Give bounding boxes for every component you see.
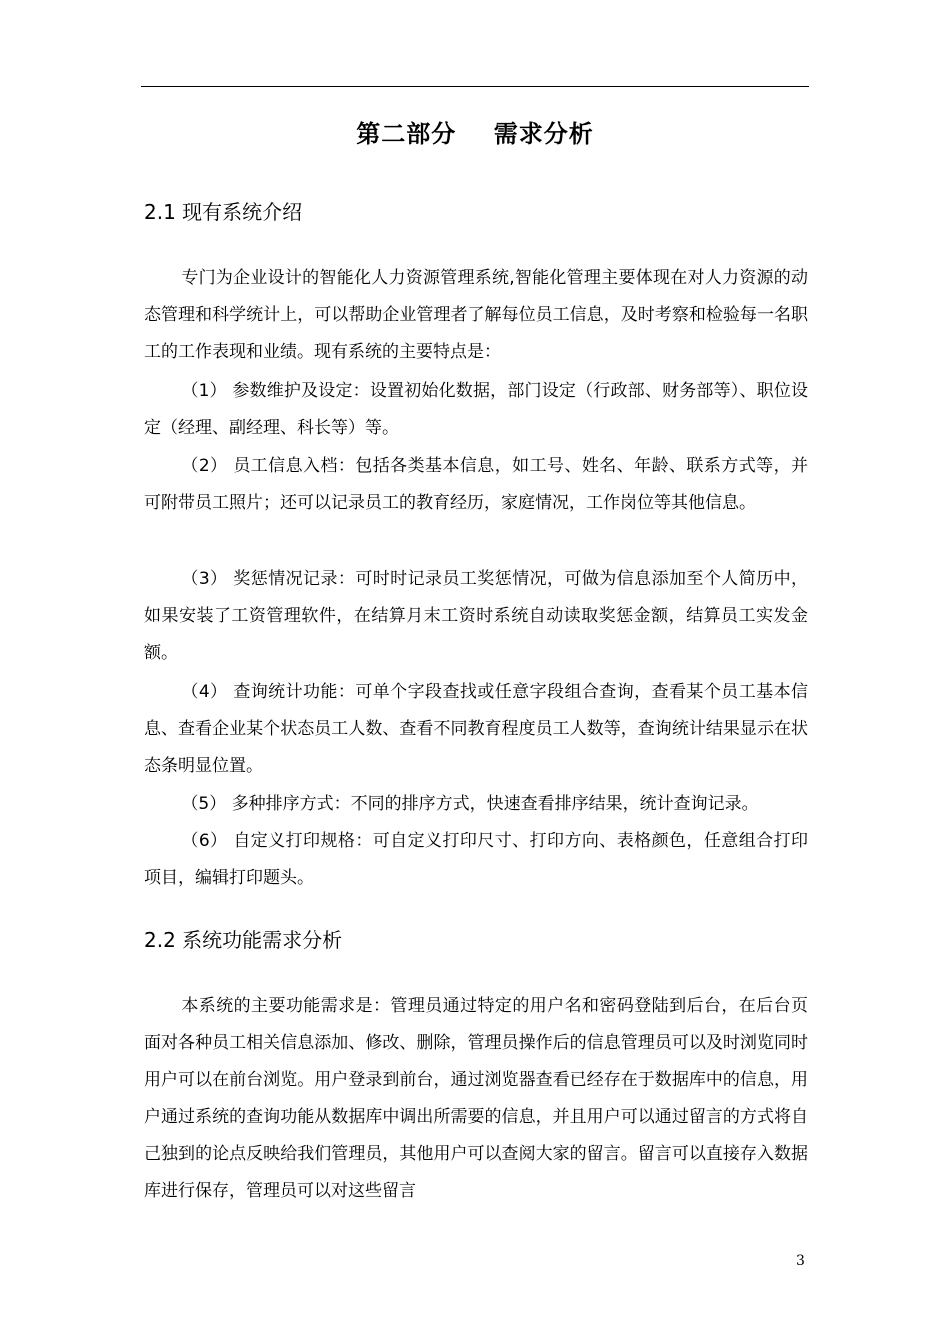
paragraph-requirements: 本系统的主要功能需求是：管理员通过特定的用户名和密码登陆到后台，在后台页面对各种员工相关信息添加、修改、删除，管理员操作后的信息管理员可以及时浏览同时用户可以在前台浏览。用户登录到前台，通过浏览器查看已经存在于数据库中的信息，用户通过系统的查询功能从数据库中调出所需要的信息，并且用户可以通过留言的方式将自己独到的论点反映给我们管理员，其他用户可以查阅大家的留言。留言可以直接存入数据库进行保存，管理员可以对这些留言 — [144, 996, 808, 1201]
section-heading-2-2: 2.2 系统功能需求分析 — [144, 928, 343, 952]
paragraph-feature-2: （2） 员工信息入档：包括各类基本信息，如工号、姓名、年龄、联系方式等，并可附带员工照片；还可以记录员工的教育经历，家庭情况，工作岗位等其他信息。 — [144, 456, 808, 513]
paragraph-feature-1: （1） 参数维护及设定：设置初始化数据，部门设定（行政部、财务部等）、职位设定（经理、副经理、科长等）等。 — [144, 381, 808, 438]
page-number: 3 — [796, 1253, 805, 1269]
paragraph-feature-6: （6） 自定义打印规格：可自定义打印尺寸、打印方向、表格颜色，任意组合打印项目，编辑打印题头。 — [144, 831, 808, 888]
section-heading-2-1: 2.1 现有系统介绍 — [144, 200, 303, 224]
paragraph-feature-4: （4） 查询统计功能：可单个字段查找或任意字段组合查询，查看某个员工基本信息、查看企业某个状态员工人数、查看不同教育程度员工人数等，查询统计结果显示在状态条明显位置。 — [144, 682, 808, 776]
chapter-title: 第二部分 需求分析 — [356, 120, 594, 148]
header-rule — [141, 86, 809, 87]
paragraph-feature-5: （5） 多种排序方式：不同的排序方式，快速查看排序结果，统计查询记录。 — [181, 794, 759, 814]
paragraph-intro: 专门为企业设计的智能化人力资源管理系统,智能化管理主要体现在对人力资源的动态管理和科学统计上，可以帮助企业管理者了解每位员工信息，及时考察和检验每一名职工的工作表现和业绩。现有系统的主要特点是： — [144, 268, 808, 362]
paragraph-feature-3: （3） 奖惩情况记录：可时时记录员工奖惩情况，可做为信息添加至个人简历中，如果安装了工资管理软件，在结算月末工资时系统自动读取奖惩金额，结算员工实发金额。 — [144, 569, 808, 663]
